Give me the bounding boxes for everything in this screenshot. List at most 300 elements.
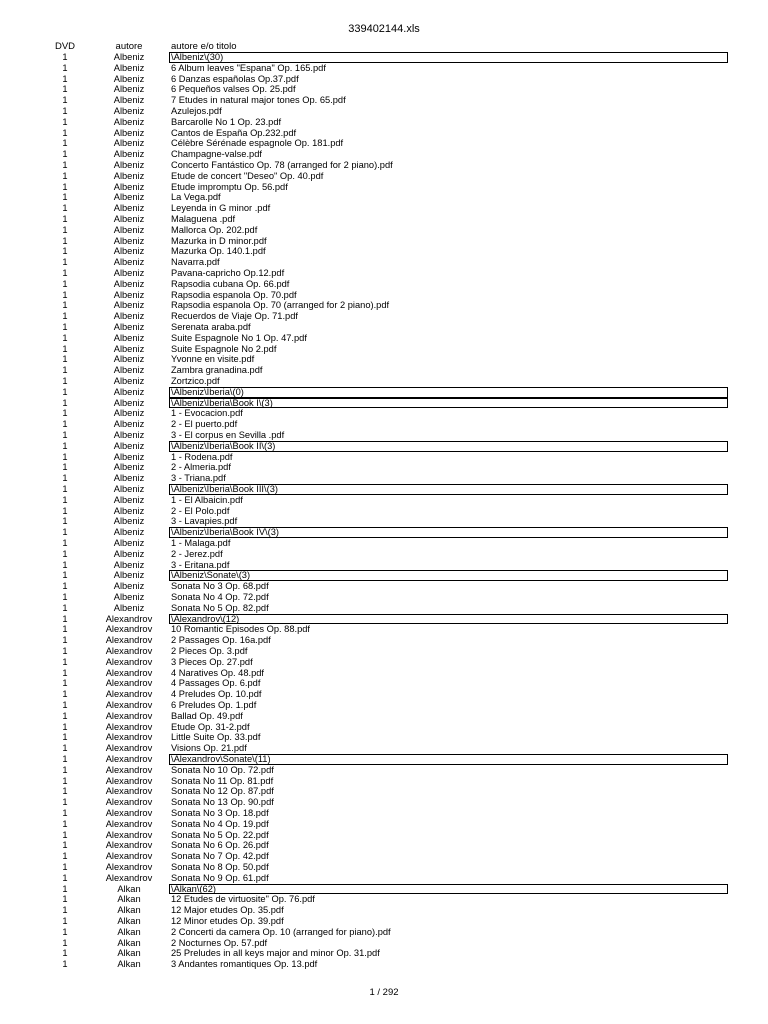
table-row [0, 700, 768, 711]
table-row [0, 732, 768, 743]
table-row [0, 916, 768, 927]
table-row [0, 743, 768, 754]
cell-dvd: 1 [62, 700, 68, 710]
cell-dvd: 1 [62, 430, 68, 440]
table-row [0, 711, 768, 722]
cell-autore: Albeniz [113, 397, 145, 408]
cell-autore: Albeniz [113, 494, 145, 505]
cell-folder-path: \Alexandrov\(12) [169, 614, 728, 625]
table-row [0, 808, 768, 819]
table-row [0, 581, 768, 592]
cell-titolo: Recuerdos de Viaje Op. 71.pdf [171, 311, 298, 322]
cell-titolo: Sonata No 12 Op. 87.pdf [171, 786, 274, 797]
cell-autore: Alkan [117, 948, 141, 959]
table-row [0, 894, 768, 905]
cell-titolo: 4 Passages Op. 6.pdf [171, 678, 261, 689]
cell-dvd: 1 [62, 538, 68, 548]
cell-dvd: 1 [62, 883, 68, 894]
table-row [0, 290, 768, 301]
cell-dvd: 1 [62, 624, 68, 635]
table-row [0, 192, 768, 203]
cell-autore: Albeniz [113, 527, 145, 538]
folder-row [0, 398, 768, 409]
cell-titolo: Rapsodia espanola Op. 70 (arranged for 2 piano).pdf [171, 300, 390, 311]
cell-autore: Albeniz [113, 170, 145, 181]
table-row [0, 873, 768, 884]
table-row [0, 311, 768, 322]
cell-titolo: 2 Nocturnes Op. 57.pdf [171, 937, 268, 948]
table-row [0, 246, 768, 257]
cell-autore: Alexandrov [105, 775, 153, 786]
cell-autore: Albeniz [113, 386, 145, 397]
cell-folder-path: \Albeniz\Iberia\Book IV\(3) [169, 527, 728, 538]
cell-titolo: 6 Preludes Op. 1.pdf [171, 700, 257, 710]
folder-row [0, 527, 768, 538]
table-row [0, 117, 768, 128]
table-row [0, 657, 768, 668]
cell-dvd: 1 [62, 818, 68, 829]
cell-dvd: 1 [62, 278, 68, 289]
cell-dvd: 1 [62, 754, 68, 764]
cell-autore: Albeniz [113, 127, 145, 138]
table-row [0, 128, 768, 139]
cell-titolo: Etude Op. 31-2.pdf [171, 721, 250, 732]
cell-autore: Albeniz [113, 548, 145, 559]
cell-dvd: 1 [62, 451, 68, 462]
cell-titolo: Ballad Op. 49.pdf [171, 710, 243, 721]
cell-autore: Alexandrov [105, 613, 153, 624]
cell-dvd: 1 [62, 764, 68, 775]
table-row [0, 592, 768, 603]
cell-titolo: Célèbre Sérénade espagnole Op. 181.pdf [171, 138, 344, 149]
cell-titolo: 2 - Jerez.pdf [171, 548, 223, 559]
cell-autore: Albeniz [113, 505, 145, 516]
table-row [0, 786, 768, 797]
cell-dvd: 1 [62, 559, 68, 570]
table-row [0, 689, 768, 700]
cell-autore: Albeniz [113, 376, 145, 386]
cell-dvd: 1 [62, 419, 68, 430]
cell-titolo: Sonata No 11 Op. 81.pdf [171, 775, 274, 786]
table-row [0, 225, 768, 236]
cell-dvd: 1 [62, 322, 68, 332]
cell-dvd: 1 [62, 613, 68, 624]
cell-autore: Albeniz [113, 365, 145, 376]
cell-folder-path: \Alexandrov\Sonate\(11) [169, 754, 728, 765]
cell-autore: Alexandrov [105, 710, 153, 721]
cell-autore: Albeniz [113, 451, 145, 462]
cell-titolo: Zambra granadina.pdf [171, 365, 263, 376]
cell-titolo: Leyenda in G minor .pdf [171, 203, 271, 214]
table-row [0, 948, 768, 959]
folder-row [0, 570, 768, 581]
cell-autore: Albeniz [113, 322, 145, 332]
table-row [0, 516, 768, 527]
cell-titolo: 6 Album leaves "Espana" Op. 165.pdf [171, 62, 326, 73]
cell-titolo: Sonata No 13 Op. 90.pdf [171, 797, 274, 808]
folder-row [0, 614, 768, 625]
table-row [0, 538, 768, 549]
cell-folder-path: \Albeniz\Iberia\Book I\(3) [169, 398, 728, 409]
folder-row [0, 884, 768, 895]
cell-titolo: 1 - Rodena.pdf [171, 451, 233, 462]
table-row [0, 430, 768, 441]
cell-dvd: 1 [62, 484, 68, 494]
cell-autore: Albeniz [113, 224, 145, 235]
cell-titolo: 7 Etudes in natural major tones Op. 65.pdf [171, 95, 346, 106]
cell-titolo: Sonata No 4 Op. 19.pdf [171, 818, 269, 829]
table-row [0, 138, 768, 149]
cell-titolo: Suite Espagnole No 1 Op. 47.pdf [171, 332, 307, 343]
cell-autore: Alexandrov [105, 851, 153, 862]
folder-row [0, 387, 768, 398]
cell-dvd: 1 [62, 149, 68, 160]
cell-dvd: 1 [62, 246, 68, 257]
cell-autore: Alexandrov [105, 743, 153, 754]
table-row [0, 927, 768, 938]
table-row [0, 106, 768, 117]
cell-autore: Alkan [117, 916, 141, 926]
cell-autore: Albeniz [113, 160, 145, 170]
cell-titolo: Etude impromptu Op. 56.pdf [171, 181, 288, 192]
cell-dvd: 1 [62, 527, 68, 538]
table-row [0, 495, 768, 506]
page-number: 1 / 292 [369, 987, 399, 998]
cell-autore: Alexandrov [105, 872, 153, 883]
cell-dvd: 1 [62, 127, 68, 138]
cell-dvd: 1 [62, 203, 68, 214]
cell-autore: Albeniz [113, 246, 145, 257]
cell-autore: Alkan [117, 959, 141, 970]
cell-dvd: 1 [62, 797, 68, 808]
cell-dvd: 1 [62, 257, 68, 268]
cell-autore: Albeniz [113, 116, 145, 127]
cell-dvd: 1 [62, 73, 68, 84]
cell-dvd: 1 [62, 397, 68, 408]
cell-autore: Albeniz [113, 268, 145, 278]
table-row [0, 624, 768, 635]
cell-autore: Albeniz [113, 235, 145, 246]
cell-dvd: 1 [62, 95, 68, 106]
table-row [0, 214, 768, 225]
table-row [0, 830, 768, 841]
cell-titolo: 6 Pequeños valses Op. 25.pdf [171, 84, 296, 95]
cell-titolo: 4 Naratives Op. 48.pdf [171, 667, 265, 678]
table-row [0, 797, 768, 808]
cell-folder-path: \Albeniz\(30) [169, 52, 728, 63]
table-row [0, 506, 768, 517]
cell-titolo: Concerto Fantástico Op. 78 (arranged for 2 piano).pdf [171, 160, 393, 170]
column-header-titolo: autore e/o titolo [171, 41, 237, 52]
cell-titolo: 1 - El Albaicin.pdf [171, 494, 243, 505]
cell-autore: Alexandrov [105, 656, 153, 667]
cell-titolo: 12 Minor etudes Op. 39.pdf [171, 916, 284, 926]
table-row [0, 84, 768, 95]
cell-autore: Alexandrov [105, 667, 153, 678]
cell-titolo: 2 - El Polo.pdf [171, 505, 230, 516]
table-row [0, 344, 768, 355]
folder-row [0, 484, 768, 495]
cell-dvd: 1 [62, 138, 68, 149]
cell-titolo: Zortzico.pdf [171, 376, 220, 386]
cell-titolo: 12 Major etudes Op. 35.pdf [171, 905, 284, 916]
cell-titolo: 3 - El corpus en Sevilla .pdf [171, 430, 285, 440]
cell-folder-path: \Albeniz\Iberia\Book II\(3) [169, 441, 728, 452]
table-row [0, 419, 768, 430]
cell-dvd: 1 [62, 116, 68, 127]
cell-titolo: Rapsodia espanola Op. 70.pdf [171, 289, 297, 300]
folder-row [0, 754, 768, 765]
cell-dvd: 1 [62, 808, 68, 818]
cell-dvd: 1 [62, 106, 68, 116]
table-row [0, 840, 768, 851]
cell-autore: Albeniz [113, 559, 145, 570]
cell-dvd: 1 [62, 62, 68, 73]
cell-titolo: 2 Concerti da camera Op. 10 (arranged for piano).pdf [171, 926, 391, 937]
cell-autore: Albeniz [113, 52, 145, 62]
cell-titolo: Suite Espagnole No 2.pdf [171, 343, 277, 354]
cell-dvd: 1 [62, 354, 68, 365]
cell-titolo: Sonata No 9 Op. 61.pdf [171, 872, 269, 883]
cell-dvd: 1 [62, 300, 68, 311]
table-row [0, 678, 768, 689]
cell-autore: Albeniz [113, 484, 145, 494]
cell-autore: Albeniz [113, 430, 145, 440]
cell-titolo: Mallorca Op. 202.pdf [171, 224, 258, 235]
cell-autore: Alexandrov [105, 754, 153, 764]
cell-titolo: 2 Passages Op. 16a.pdf [171, 635, 271, 646]
cell-dvd: 1 [62, 656, 68, 667]
cell-titolo: 2 - Almeria.pdf [171, 462, 231, 473]
table-row [0, 452, 768, 463]
cell-dvd: 1 [62, 721, 68, 732]
cell-autore: Albeniz [113, 570, 145, 581]
cell-dvd: 1 [62, 592, 68, 602]
cell-titolo: Serenata araba.pdf [171, 322, 251, 332]
cell-autore: Albeniz [113, 192, 145, 203]
table-row [0, 462, 768, 473]
cell-autore: Albeniz [113, 289, 145, 300]
table-row [0, 74, 768, 85]
cell-autore: Albeniz [113, 462, 145, 473]
cell-autore: Alkan [117, 883, 141, 894]
table-row [0, 203, 768, 214]
cell-dvd: 1 [62, 181, 68, 192]
cell-autore: Alexandrov [105, 689, 153, 700]
table-row [0, 279, 768, 290]
cell-titolo: Sonata No 7 Op. 42.pdf [171, 851, 269, 862]
cell-titolo: La Vega.pdf [171, 192, 221, 203]
cell-autore: Alexandrov [105, 786, 153, 797]
cell-titolo: Barcarolle No 1 Op. 23.pdf [171, 116, 282, 127]
cell-titolo: Sonata No 4 Op. 72.pdf [171, 592, 269, 602]
cell-dvd: 1 [62, 829, 68, 840]
cell-dvd: 1 [62, 386, 68, 397]
cell-autore: Albeniz [113, 440, 145, 451]
table-row [0, 333, 768, 344]
cell-dvd: 1 [62, 224, 68, 235]
column-header-autore: autore [115, 41, 143, 52]
table-row [0, 182, 768, 193]
cell-titolo: 25 Preludes in all keys major and minor Op. 31.pdf [171, 948, 380, 959]
cell-dvd: 1 [62, 365, 68, 376]
cell-autore: Alexandrov [105, 764, 153, 775]
cell-titolo: Sonata No 8 Op. 50.pdf [171, 862, 269, 872]
cell-autore: Alexandrov [105, 721, 153, 732]
table-row [0, 160, 768, 171]
cell-dvd: 1 [62, 235, 68, 246]
cell-autore: Alexandrov [105, 646, 153, 656]
cell-titolo: 3 Andantes romantiques Op. 13.pdf [171, 959, 318, 970]
table-row [0, 549, 768, 560]
cell-autore: Alexandrov [105, 797, 153, 808]
cell-dvd: 1 [62, 84, 68, 95]
cell-autore: Albeniz [113, 203, 145, 214]
table-row [0, 365, 768, 376]
cell-titolo: 4 Preludes Op. 10.pdf [171, 689, 262, 700]
cell-dvd: 1 [62, 408, 68, 419]
cell-autore: Albeniz [113, 149, 145, 160]
cell-titolo: Visions Op. 21.pdf [171, 743, 247, 754]
cell-titolo: Azulejos.pdf [171, 106, 222, 116]
cell-dvd: 1 [62, 160, 68, 170]
cell-autore: Albeniz [113, 300, 145, 311]
cell-autore: Albeniz [113, 343, 145, 354]
cell-titolo: Sonata No 5 Op. 82.pdf [171, 602, 269, 613]
column-header-dvd: DVD [54, 41, 76, 52]
cell-dvd: 1 [62, 505, 68, 516]
cell-autore: Alexandrov [105, 700, 153, 710]
cell-dvd: 1 [62, 916, 68, 926]
cell-dvd: 1 [62, 548, 68, 559]
table-row [0, 938, 768, 949]
table-row [0, 171, 768, 182]
cell-folder-path: \Albeniz\Iberia\(0) [169, 387, 728, 398]
cell-autore: Albeniz [113, 538, 145, 548]
cell-titolo: Navarra.pdf [171, 257, 220, 268]
cell-autore: Albeniz [113, 62, 145, 73]
cell-dvd: 1 [62, 516, 68, 527]
cell-dvd: 1 [62, 343, 68, 354]
cell-autore: Albeniz [113, 332, 145, 343]
cell-folder-path: \Albeniz\Iberia\Book III\(3) [169, 484, 728, 495]
cell-folder-path: \Albeniz\Sonate\(3) [169, 570, 728, 581]
cell-dvd: 1 [62, 732, 68, 743]
cell-autore: Albeniz [113, 516, 145, 527]
cell-dvd: 1 [62, 289, 68, 300]
cell-autore: Albeniz [113, 473, 145, 484]
cell-dvd: 1 [62, 948, 68, 959]
table-row [0, 257, 768, 268]
cell-titolo: Sonata No 3 Op. 68.pdf [171, 581, 269, 592]
cell-dvd: 1 [62, 905, 68, 916]
cell-autore: Albeniz [113, 84, 145, 95]
cell-dvd: 1 [62, 937, 68, 948]
cell-autore: Albeniz [113, 592, 145, 602]
cell-dvd: 1 [62, 170, 68, 181]
table-row [0, 819, 768, 830]
cell-autore: Albeniz [113, 354, 145, 365]
cell-titolo: Sonata No 3 Op. 18.pdf [171, 808, 269, 818]
cell-dvd: 1 [62, 473, 68, 484]
table-row [0, 300, 768, 311]
cell-dvd: 1 [62, 678, 68, 689]
cell-titolo: Cantos de España Op.232.pdf [171, 127, 297, 138]
cell-dvd: 1 [62, 311, 68, 322]
table-row [0, 646, 768, 657]
cell-titolo: 6 Danzas españolas Op.37.pdf [171, 73, 299, 84]
cell-autore: Alkan [117, 926, 141, 937]
cell-titolo: 1 - Malaga.pdf [171, 538, 231, 548]
cell-dvd: 1 [62, 840, 68, 851]
cell-dvd: 1 [62, 570, 68, 581]
cell-titolo: 10 Romantic Episodes Op. 88.pdf [171, 624, 311, 635]
cell-dvd: 1 [62, 646, 68, 656]
table-row [0, 905, 768, 916]
cell-dvd: 1 [62, 494, 68, 505]
table-row [0, 776, 768, 787]
cell-titolo: Mazurka Op. 140.1.pdf [171, 246, 266, 257]
cell-dvd: 1 [62, 743, 68, 754]
cell-dvd: 1 [62, 602, 68, 613]
cell-titolo: 1 - Evocacion.pdf [171, 408, 243, 419]
cell-titolo: Etude de concert "Deseo" Op. 40.pdf [171, 170, 324, 181]
cell-autore: Alexandrov [105, 818, 153, 829]
cell-autore: Alkan [117, 905, 141, 916]
folder-row [0, 52, 768, 63]
table-row [0, 376, 768, 387]
table-row [0, 862, 768, 873]
cell-titolo: 12 Etudes de virtuosite" Op. 76.pdf [171, 894, 315, 905]
cell-autore: Albeniz [113, 214, 145, 224]
cell-dvd: 1 [62, 462, 68, 473]
table-row [0, 851, 768, 862]
table-row [0, 149, 768, 160]
folder-row [0, 441, 768, 452]
document-title: 339402144.xls [348, 23, 420, 35]
cell-autore: Albeniz [113, 257, 145, 268]
table-row [0, 408, 768, 419]
cell-titolo: Malaguena .pdf [171, 214, 236, 224]
cell-autore: Alexandrov [105, 635, 153, 646]
table-row [0, 322, 768, 333]
cell-autore: Albeniz [113, 311, 145, 322]
cell-titolo: 3 Pieces Op. 27.pdf [171, 656, 253, 667]
cell-dvd: 1 [62, 667, 68, 678]
cell-autore: Alkan [117, 894, 141, 905]
cell-titolo: 3 - Eritana.pdf [171, 559, 230, 570]
cell-dvd: 1 [62, 52, 68, 62]
cell-dvd: 1 [62, 268, 68, 278]
cell-autore: Albeniz [113, 138, 145, 149]
table-row [0, 959, 768, 970]
cell-autore: Alexandrov [105, 678, 153, 689]
cell-dvd: 1 [62, 862, 68, 872]
cell-dvd: 1 [62, 635, 68, 646]
table-row [0, 603, 768, 614]
cell-autore: Albeniz [113, 95, 145, 106]
cell-autore: Alexandrov [105, 840, 153, 851]
cell-titolo: Champagne-valse.pdf [171, 149, 262, 160]
cell-autore: Alkan [117, 937, 141, 948]
cell-dvd: 1 [62, 775, 68, 786]
cell-dvd: 1 [62, 926, 68, 937]
cell-dvd: 1 [62, 786, 68, 797]
cell-dvd: 1 [62, 851, 68, 862]
table-row [0, 236, 768, 247]
cell-dvd: 1 [62, 959, 68, 970]
cell-autore: Albeniz [113, 602, 145, 613]
